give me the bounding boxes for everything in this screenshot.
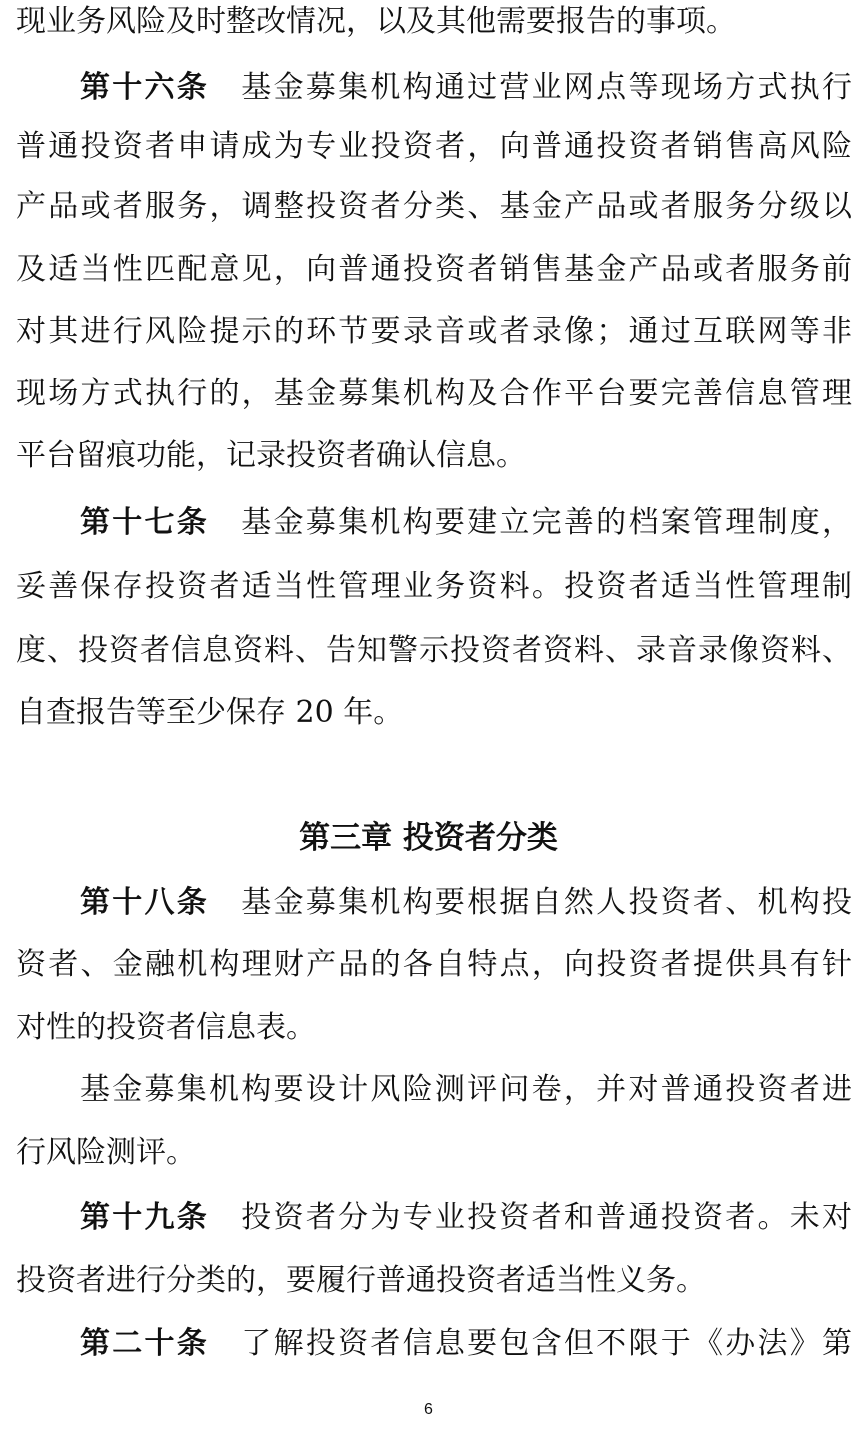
- article-18-first-line: [80, 883, 852, 923]
- paragraph-line: 投资者进行分类的，要履行普通投资者适当性义务。: [16, 1263, 706, 1298]
- paragraph-line: 度、投资者信息资料、告知警示投资者资料、录音录像资料、: [16, 633, 852, 668]
- paragraph-line: 平台留痕功能，记录投资者确认信息。: [16, 438, 526, 473]
- article-19-text: 投资者分为专业投资者和普通投资者。未对: [239, 1200, 852, 1235]
- paragraph-line: 基金募集机构要设计风险测评问卷，并对普通投资者进: [80, 1072, 852, 1107]
- page-number: 6: [424, 1401, 433, 1418]
- paragraph-line: 现业务风险及时整改情况，以及其他需要报告的事项。: [16, 4, 736, 39]
- article-16-first-line: [80, 68, 852, 108]
- paragraph-line: 普通投资者申请成为专业投资者，向普通投资者销售高风险: [16, 129, 852, 164]
- paragraph-line: 对其进行风险提示的环节要录音或者录像；通过互联网等非: [16, 314, 852, 349]
- article-16-text: 基金募集机构通过营业网点等现场方式执行: [239, 70, 852, 105]
- article-16-title: 第十六条: [80, 70, 210, 105]
- article-18-text: 基金募集机构要根据自然人投资者、机构投: [239, 885, 852, 920]
- article-17-title: 第十七条: [80, 505, 210, 540]
- paragraph-line: 资者、金融机构理财产品的各自特点，向投资者提供具有针: [16, 947, 852, 982]
- article-20-text: 了解投资者信息要包含但不限于《办法》第: [239, 1326, 852, 1361]
- article-17-text: 基金募集机构要建立完善的档案管理制度，: [239, 505, 852, 540]
- paragraph-line: 妥善保存投资者适当性管理业务资料。投资者适当性管理制: [16, 569, 852, 604]
- article-18-title: 第十八条: [80, 885, 210, 920]
- article-20-title: 第二十条: [80, 1326, 210, 1361]
- article-19-first-line: [80, 1198, 852, 1238]
- article-19-title: 第十九条: [80, 1200, 210, 1235]
- paragraph-line: 产品或者服务，调整投资者分类、基金产品或者服务分级以: [16, 189, 852, 224]
- paragraph-line: 现场方式执行的，基金募集机构及合作平台要完善信息管理: [16, 376, 852, 411]
- paragraph-line: 及适当性匹配意见，向普通投资者销售基金产品或者服务前: [16, 252, 852, 287]
- paragraph-line: 自查报告等至少保存 20 年。: [16, 695, 404, 730]
- article-20-first-line: [80, 1324, 852, 1364]
- paragraph-line: 行风险测评。: [16, 1135, 196, 1170]
- chapter-heading: 第三章 投资者分类: [299, 820, 558, 856]
- paragraph-line: 对性的投资者信息表。: [16, 1010, 316, 1045]
- article-17-first-line: [80, 503, 852, 543]
